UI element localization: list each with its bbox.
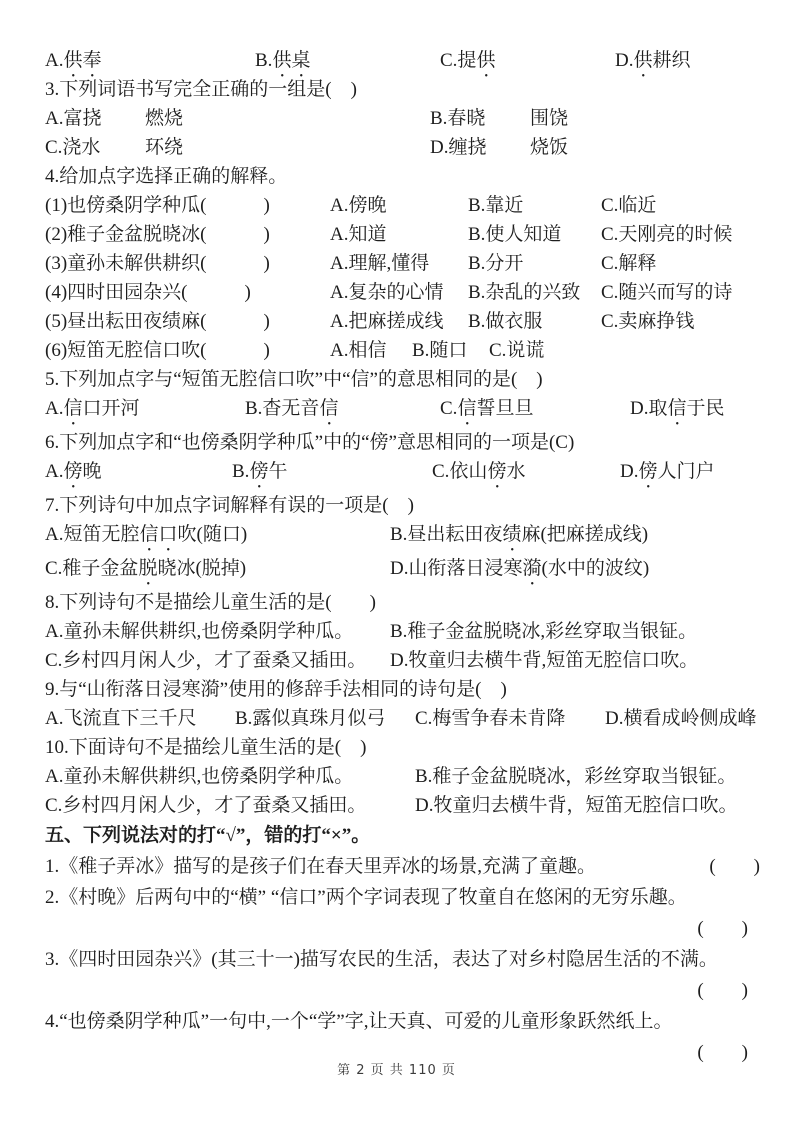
q4-item-option-a: A.理解,懂得 bbox=[330, 253, 430, 274]
q5-title: 5.下列加点字与“短笛无腔信口吹”中“信”的意思相同的是( ) bbox=[45, 369, 543, 390]
section-five-title: 五、下列说法对的打“√”，错的打“×”。 bbox=[45, 825, 371, 846]
q4-item-phrase: (6)短笛无腔信口吹( ) bbox=[45, 340, 270, 361]
q4-item-phrase: (1)也傍桑阴学种瓜( ) bbox=[45, 195, 270, 216]
q3-option-c-word2: 环绕 bbox=[145, 137, 184, 158]
q10-option-d: D.牧童归去横牛背，短笛无腔信口吹。 bbox=[415, 795, 738, 816]
q5-option-d: D.取信于民 bbox=[630, 398, 725, 419]
q7-option-b: B.昼出耘田夜绩麻(把麻搓成线) bbox=[390, 524, 649, 545]
tf-answer-blank: ( ) bbox=[697, 918, 748, 939]
q2-options-row bbox=[45, 46, 760, 75]
q4-item-option-c: C.卖麻挣钱 bbox=[601, 311, 695, 332]
q4-item-row bbox=[45, 220, 760, 249]
q10-options-row-cd bbox=[45, 791, 760, 820]
q9-options-row bbox=[45, 704, 760, 733]
q4-item-row bbox=[45, 278, 760, 307]
q7-title: 7.下列诗句中加点字词解释有误的一项是( ) bbox=[45, 495, 414, 516]
tf-statement-row bbox=[45, 944, 760, 975]
q9-option-c: C.梅雪争春未肯降 bbox=[415, 708, 566, 729]
q7-option-c: C.稚子金盆脱晓冰(脱掉) bbox=[45, 558, 247, 579]
q6-title: 6.下列加点字和“也傍桑阴学种瓜”中的“傍”意思相同的一项是(C) bbox=[45, 432, 575, 453]
q2-option-b: B.供桌 bbox=[255, 50, 311, 71]
q4-item-option-c: C.解释 bbox=[601, 253, 657, 274]
q9-option-b: B.露似真珠月似弓 bbox=[235, 708, 386, 729]
q7-options-row-cd bbox=[45, 554, 760, 583]
q2-option-c: C.提供 bbox=[440, 50, 496, 71]
tf-statement-text: 2.《村晚》后两句中的“横” “信口”两个字词表现了牧童自在悠闲的无穷乐趣。 bbox=[45, 887, 687, 908]
q8-option-d: D.牧童归去横牛背,短笛无腔信口吹。 bbox=[390, 650, 699, 671]
tf-answer-blank-row bbox=[45, 913, 760, 944]
q5-option-a: A.信口开河 bbox=[45, 398, 140, 419]
q3-option-d-word2: 烧饭 bbox=[530, 137, 569, 158]
q8-title: 8.下列诗句不是描绘儿童生活的是( ) bbox=[45, 592, 376, 613]
tf-statement-row bbox=[45, 882, 760, 913]
q4-item-phrase: (5)昼出耘田夜绩麻( ) bbox=[45, 311, 270, 332]
q6-options-row bbox=[45, 457, 760, 486]
q3-options-row-cd bbox=[45, 133, 760, 162]
q4-item-option-b: B.靠近 bbox=[468, 195, 524, 216]
q4-item-option-c: C.临近 bbox=[601, 195, 657, 216]
q4-item-option-c: C.说谎 bbox=[489, 340, 545, 361]
section-five bbox=[45, 820, 760, 1068]
q4-item-option-c: C.随兴而写的诗 bbox=[601, 282, 733, 303]
q4-item-row bbox=[45, 249, 760, 278]
q2-option-d: D.供耕织 bbox=[615, 50, 691, 71]
q4-item-option-b: B.随口 bbox=[412, 340, 468, 361]
q4-item-option-a: A.知道 bbox=[330, 224, 387, 245]
q4-item-option-b: B.分开 bbox=[468, 253, 524, 274]
q2-option-a: A.供奉 bbox=[45, 50, 102, 71]
q4-item-option-a: A.傍晚 bbox=[330, 195, 387, 216]
q6-option-a: A.傍晚 bbox=[45, 461, 102, 482]
tf-answer-blank: ( ) bbox=[709, 856, 760, 877]
q7-option-d: D.山衔落日浸寒漪(水中的波纹) bbox=[390, 558, 650, 579]
tf-statement-row bbox=[45, 851, 760, 882]
q3-option-b-word2: 围饶 bbox=[530, 108, 569, 129]
q9-option-a: A.飞流直下三千尺 bbox=[45, 708, 197, 729]
page-number-footer: 第 2 页 共 110 页 bbox=[337, 1063, 456, 1078]
q3-options-row-ab bbox=[45, 104, 760, 133]
q6-option-b: B.傍午 bbox=[232, 461, 288, 482]
q7-options-row-ab bbox=[45, 520, 760, 549]
q4-item-phrase: (4)四时田园杂兴( ) bbox=[45, 282, 251, 303]
q8-option-b: B.稚子金盆脱晓冰,彩丝穿取当银钲。 bbox=[390, 621, 698, 642]
q3-option-c-label: C.浇水 bbox=[45, 137, 101, 158]
q4-item-option-a: A.把麻搓成线 bbox=[330, 311, 444, 332]
q8-options-row-cd bbox=[45, 646, 760, 675]
q4-item-option-b: B.使人知道 bbox=[468, 224, 562, 245]
q10-option-a: A.童孙未解供耕织,也傍桑阴学种瓜。 bbox=[45, 766, 354, 787]
q10-option-c: C.乡村四月闲人少，才了蚕桑又插田。 bbox=[45, 795, 367, 816]
q4-item-phrase: (3)童孙未解供耕织( ) bbox=[45, 253, 270, 274]
q3-option-a-word2: 燃烧 bbox=[145, 108, 184, 129]
q9-option-d: D.横看成岭侧成峰 bbox=[605, 708, 757, 729]
tf-answer-blank: ( ) bbox=[697, 1042, 748, 1063]
q3-option-a-label: A.富挠 bbox=[45, 108, 102, 129]
q5-option-b: B.杳无音信 bbox=[245, 398, 339, 419]
q3-option-b-label: B.春晓 bbox=[430, 108, 486, 129]
q4-item-option-c: C.天刚亮的时候 bbox=[601, 224, 733, 245]
tf-statement-text: 3.《四时田园杂兴》(其三十一)描写农民的生活，表达了对乡村隐居生活的不满。 bbox=[45, 949, 718, 970]
q4-item-phrase: (2)稚子金盆脱晓冰( ) bbox=[45, 224, 270, 245]
q8-option-c: C.乡村四月闲人少，才了蚕桑又插田。 bbox=[45, 650, 367, 671]
tf-answer-blank-row bbox=[45, 975, 760, 1006]
q8-options-row-ab bbox=[45, 617, 760, 646]
q10-title: 10.下面诗句不是描绘儿童生活的是( ) bbox=[45, 737, 367, 758]
q7-option-a: A.短笛无腔信口吹(随口) bbox=[45, 524, 248, 545]
q6-option-c: C.依山傍水 bbox=[432, 461, 526, 482]
q4-item-row bbox=[45, 336, 760, 365]
q5-option-c: C.信誓旦旦 bbox=[440, 398, 534, 419]
tf-statement-row bbox=[45, 1006, 760, 1037]
tf-statement-text: 4.“也傍桑阴学种瓜”一句中,一个“学”字,让天真、可爱的儿童形象跃然纸上。 bbox=[45, 1011, 673, 1032]
q4-item-row bbox=[45, 191, 760, 220]
q4-item-option-b: B.杂乱的兴致 bbox=[468, 282, 581, 303]
q4-item-option-a: A.复杂的心情 bbox=[330, 282, 444, 303]
tf-answer-blank: ( ) bbox=[697, 980, 748, 1001]
q4-item-row bbox=[45, 307, 760, 336]
q4-item-option-a: A.相信 bbox=[330, 340, 387, 361]
q10-options-row-ab bbox=[45, 762, 760, 791]
q5-options-row bbox=[45, 394, 760, 423]
q9-title: 9.与“山衔落日浸寒漪”使用的修辞手法相同的诗句是( ) bbox=[45, 679, 507, 700]
q4-item-option-b: B.做衣服 bbox=[468, 311, 543, 332]
q6-option-d: D.傍人门户 bbox=[620, 461, 715, 482]
q3-option-d-label: D.缠挠 bbox=[430, 137, 487, 158]
q4-title: 4.给加点字选择正确的解释。 bbox=[45, 166, 288, 187]
tf-statement-text: 1.《稚子弄冰》描写的是孩子们在春天里弄冰的场景,充满了童趣。 bbox=[45, 856, 597, 877]
q8-option-a: A.童孙未解供耕织,也傍桑阴学种瓜。 bbox=[45, 621, 354, 642]
q3-title: 3.下列词语书写完全正确的一组是( ) bbox=[45, 79, 357, 100]
q10-option-b: B.稚子金盆脱晓冰，彩丝穿取当银钲。 bbox=[415, 766, 737, 787]
